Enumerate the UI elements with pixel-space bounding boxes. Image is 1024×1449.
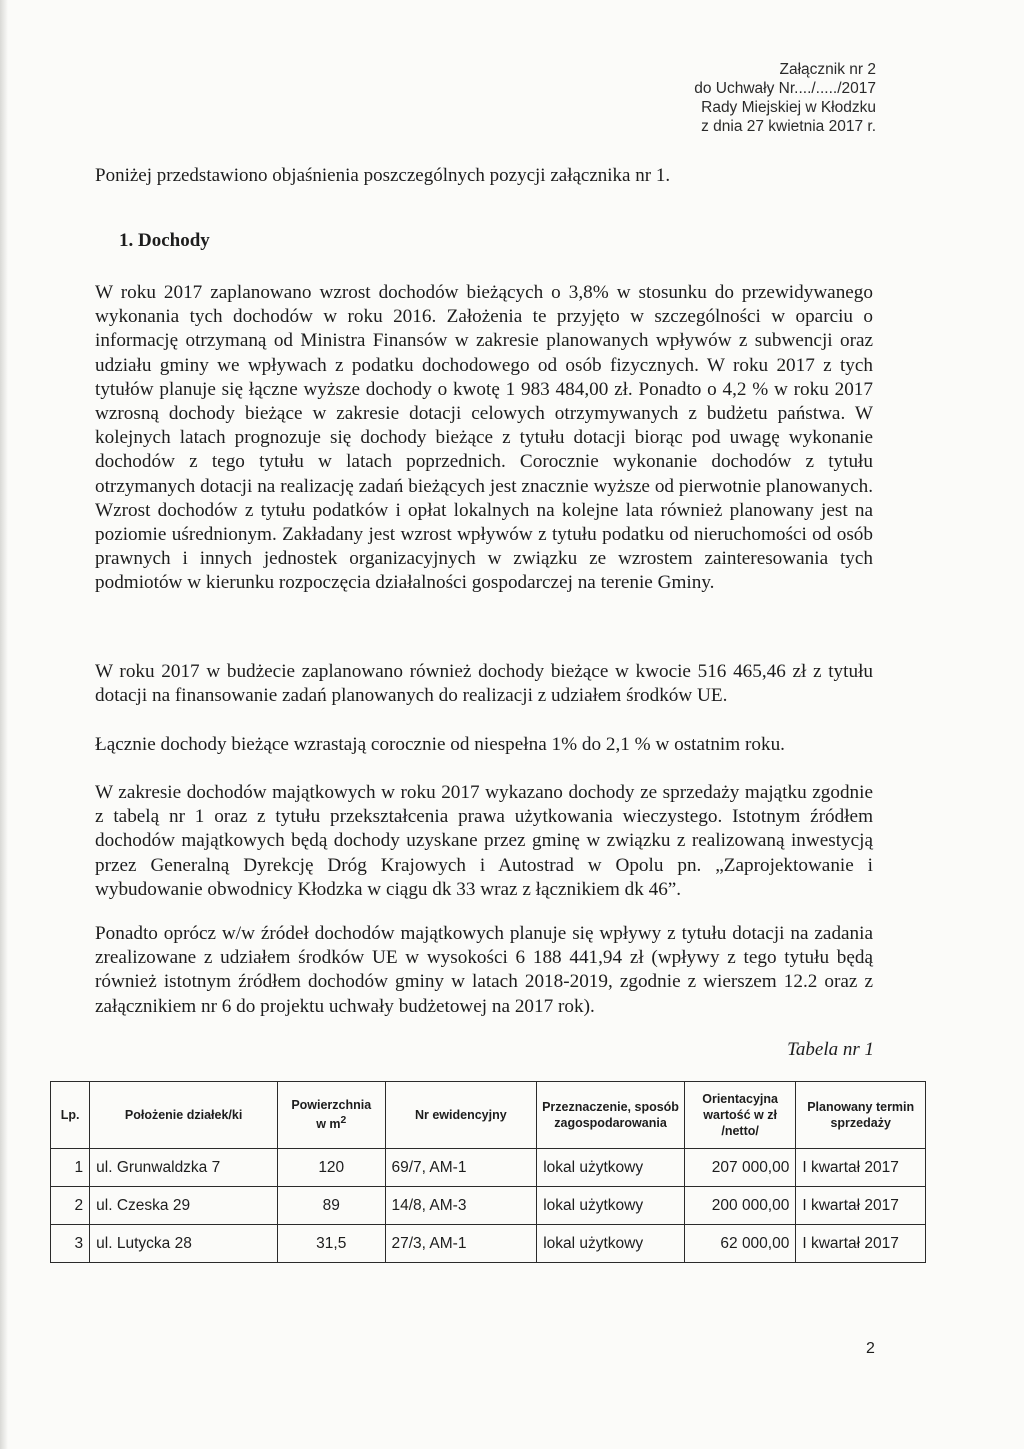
property-sale-table [50,1081,926,1263]
cell-area: 31,5 [278,1225,385,1263]
attachment-number: Załącznik nr 2 [779,61,876,78]
cell-lp: 1 [51,1149,90,1187]
cell-lp: 2 [51,1187,90,1225]
cell-location: ul. Czeska 29 [90,1187,278,1225]
cell-location: ul. Lutycka 28 [90,1225,278,1263]
paragraph-current-revenue: W roku 2017 zaplanowano wzrost dochodów bieżących o 3,8% w stosunku do przewidywanego wykonania tych dochodów w roku 2016. Założenia te przyjęto w szczególności w oparciu o informację otrzymaną od Ministra Finansów w zakresie planowanych wpływów z subwencji oraz udziału gminy we wpływach z podatku dochodowego od osób fizycznych. W roku 2017 z tych tytułów planuje się łączne wyższe dochody o kwotę 1 983 484,00 zł. Ponadto o 4,2 % w roku 2017 wzrosną dochody bieżące w zakresie dotacji celowych otrzymywanych z budżetu państwa. W kolejnych latach prognozuje się dochody bieżące z tytułu dotacji biorąc pod uwagę wykonanie dochodów z tego tytułu w latach poprzednich. Corocznie wykonanie dochodów z tytułu otrzymanych dotacji na realizację zadań bieżących jest znacznie wyższe od pierwotnie planowanych. Wzrost dochodów z tytułu podatków i opłat lokalnych na kolejne lata również planowany jest na poziomie uśrednionym. Zakładany jest wzrost wpływów z tytułu podatku od nieruchomości od osób prawnych i innych jednostek organizacyjnych w związku ze wzrostem zainteresowania tych podmiotów w kierunku rozpoczęcia działalności gospodarczej na terenie Gminy. [95,282,873,594]
cell-registry-no: 69/7, AM-1 [385,1149,537,1187]
cell-registry-no: 27/3, AM-1 [385,1225,537,1263]
cell-location: ul. Grunwaldzka 7 [90,1149,278,1187]
intro-sentence: Poniżej przedstawiono objaśnienia poszczególnych pozycji załącznika nr 1. [95,165,671,186]
table-row [51,1187,926,1225]
cell-area: 89 [278,1187,385,1225]
col-header-value: Orientacyjna wartość w zł /netto/ [684,1082,796,1149]
col-header-area: Powierzchnia w $m^2$ [278,1082,385,1149]
col-header-location: Położenie działek/ki [90,1082,278,1149]
cell-lp: 3 [51,1225,90,1263]
attachment-header [694,60,876,136]
page-number: 2 [866,1340,875,1357]
cell-registry-no: 14/8, AM-3 [385,1187,537,1225]
col-header-sale-date: Planowany termin sprzedaży [796,1082,926,1149]
cell-purpose: lokal użytkowy [537,1225,685,1263]
col-header-lp: Lp. [51,1082,90,1149]
paragraph-eu-property-grants: Ponadto oprócz w/w źródeł dochodów majątkowych planuje się wpływy z tytułu dotacji na zadania zrealizowane z udziałem środków UE w wysokości 6 188 441,94 zł (wpływy z tego tytułu będą również istotnym źródłem dochodów gminy w latach 2018-2019, zgodnie z wierszem 12.2 oraz z załącznikiem nr 6 do projektu uchwały budżetowej na 2017 rok). [95,923,873,1017]
cell-area: 120 [278,1149,385,1187]
paragraph-growth-summary: Łącznie dochody bieżące wzrastają corocznie od niespełna 1% do 2,1 % w ostatnim roku. [95,734,785,755]
scan-edge-shadow [0,0,8,1449]
cell-purpose: lokal użytkowy [537,1149,685,1187]
col-header-registry-no: Nr ewidencyjny [385,1082,537,1149]
cell-sale-date: I kwartał 2017 [796,1225,926,1263]
resolution-reference: do Uchwały Nr..../...../2017 [694,80,876,97]
table-row [51,1149,926,1187]
council-name: Rady Miejskiej w Kłodzku [701,99,876,116]
cell-sale-date: I kwartał 2017 [796,1149,926,1187]
section-heading: 1. Dochody [119,230,210,251]
cell-value: 62 000,00 [684,1225,796,1263]
table-row [51,1225,926,1263]
cell-purpose: lokal użytkowy [537,1187,685,1225]
col-header-purpose: Przeznaczenie, sposób zagospodarowania [537,1082,685,1149]
header-date: z dnia 27 kwietnia 2017 r. [701,118,876,135]
paragraph-eu-grants: W roku 2017 w budżecie zaplanowano również dochody bieżące w kwocie 516 465,46 zł z tytułu dotacji na finansowanie zadań planowanych do realizacji z udziałem środków UE. [95,661,873,707]
paragraph-property-revenue: W zakresie dochodów majątkowych w roku 2017 wykazano dochody ze sprzedaży majątku zgodnie z tabelą nr 1 oraz z tytułu przekształcenia prawa użytkowania wieczystego. Istotnym źródłem dochodów majątkowych będą dochody uzyskane przez gminę w związku z realizowaną inwestycją przez Generalną Dyrekcję Dróg Krajowych i Autostrad w Opolu pn. „Zaprojektowanie i wybudowanie obwodnicy Kłodzka w ciągu dk 33 wraz z łącznikiem dk 46”. [95,782,873,900]
cell-value: 200 000,00 [684,1187,796,1225]
table-header-row [51,1082,926,1149]
table-caption: Tabela nr 1 [787,1039,874,1060]
cell-value: 207 000,00 [684,1149,796,1187]
cell-sale-date: I kwartał 2017 [796,1187,926,1225]
